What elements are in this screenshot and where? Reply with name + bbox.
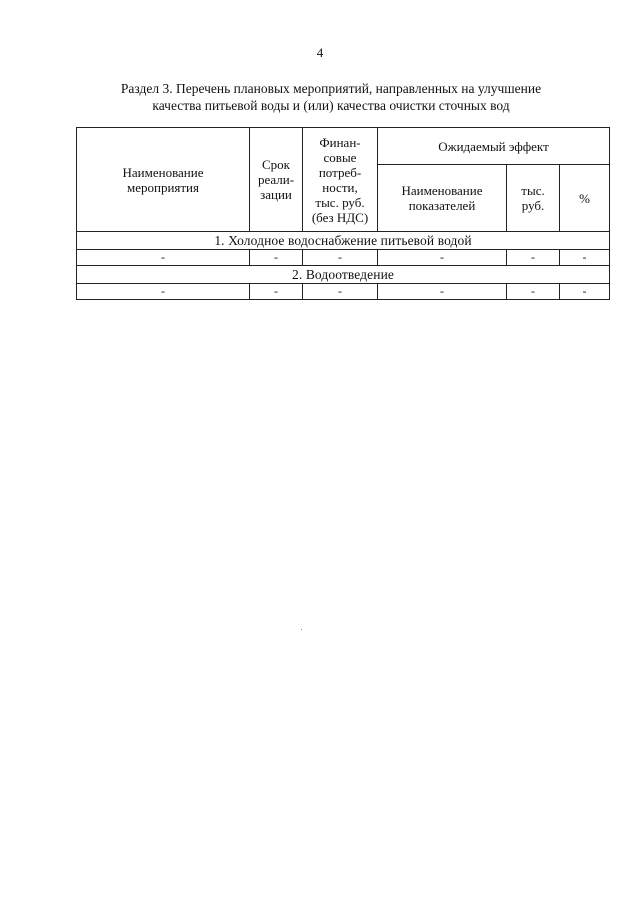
- measures-table: [76, 127, 610, 300]
- header-measure-name-line: мероприятия: [126, 179, 199, 195]
- table-row: [77, 284, 610, 300]
- group-row-water-supply: [77, 232, 610, 250]
- header-measure-name-line: Наименование: [122, 164, 204, 180]
- header-finance-line: ности,: [322, 179, 358, 195]
- header-term-line: реали-: [257, 172, 295, 187]
- header-thousand-rub-line: руб.: [521, 198, 545, 213]
- cell-term: -: [250, 284, 303, 300]
- cell-percent: -: [560, 250, 610, 266]
- header-expected-effect: Ожидаемый эффект: [378, 128, 610, 165]
- header-percent: %: [560, 165, 610, 232]
- cell-measure-name: -: [77, 284, 250, 300]
- cell-indicators: -: [378, 284, 507, 300]
- cell-thousand-rub: -: [507, 250, 560, 266]
- section-title-line-1: Раздел 3. Перечень плановых мероприятий, направленных на улучшение: [120, 81, 542, 96]
- page-number: 4: [316, 45, 324, 60]
- header-finance-line: (без НДС): [311, 209, 369, 225]
- header-thousand-rub: [507, 165, 560, 232]
- header-measure-name: [77, 128, 250, 232]
- cell-thousand-rub: -: [507, 284, 560, 300]
- header-indicators: [378, 165, 507, 232]
- header-indicators-line: Наименование: [401, 183, 483, 198]
- table-header-row: [77, 128, 610, 165]
- section-title-line-2: качества питьевой воды и (или) качества очистки сточных вод: [152, 98, 510, 113]
- cell-term: -: [250, 250, 303, 266]
- table-row: [77, 250, 610, 266]
- header-finance: [303, 128, 378, 232]
- group-title-wastewater: 2. Водоотведение: [77, 266, 610, 284]
- cell-percent: -: [560, 284, 610, 300]
- group-row-wastewater: [77, 266, 610, 284]
- header-indicators-line: показателей: [408, 198, 476, 213]
- cell-indicators: -: [378, 250, 507, 266]
- header-finance-line: потреб-: [318, 164, 362, 180]
- group-title-water-supply: 1. Холодное водоснабжение питьевой водой: [77, 232, 610, 250]
- cell-finance: -: [303, 250, 378, 266]
- header-term-line: зации: [260, 187, 292, 202]
- header-finance-line: совые: [323, 149, 357, 165]
- header-finance-line: Финан-: [319, 134, 361, 150]
- scan-speck: [301, 629, 302, 630]
- header-term-line: Срок: [262, 157, 290, 172]
- header-term: [250, 128, 303, 232]
- header-finance-line: тыс. руб.: [315, 194, 365, 210]
- cell-measure-name: -: [77, 250, 250, 266]
- section-title: [60, 80, 602, 114]
- header-thousand-rub-line: тыс.: [521, 183, 545, 198]
- cell-finance: -: [303, 284, 378, 300]
